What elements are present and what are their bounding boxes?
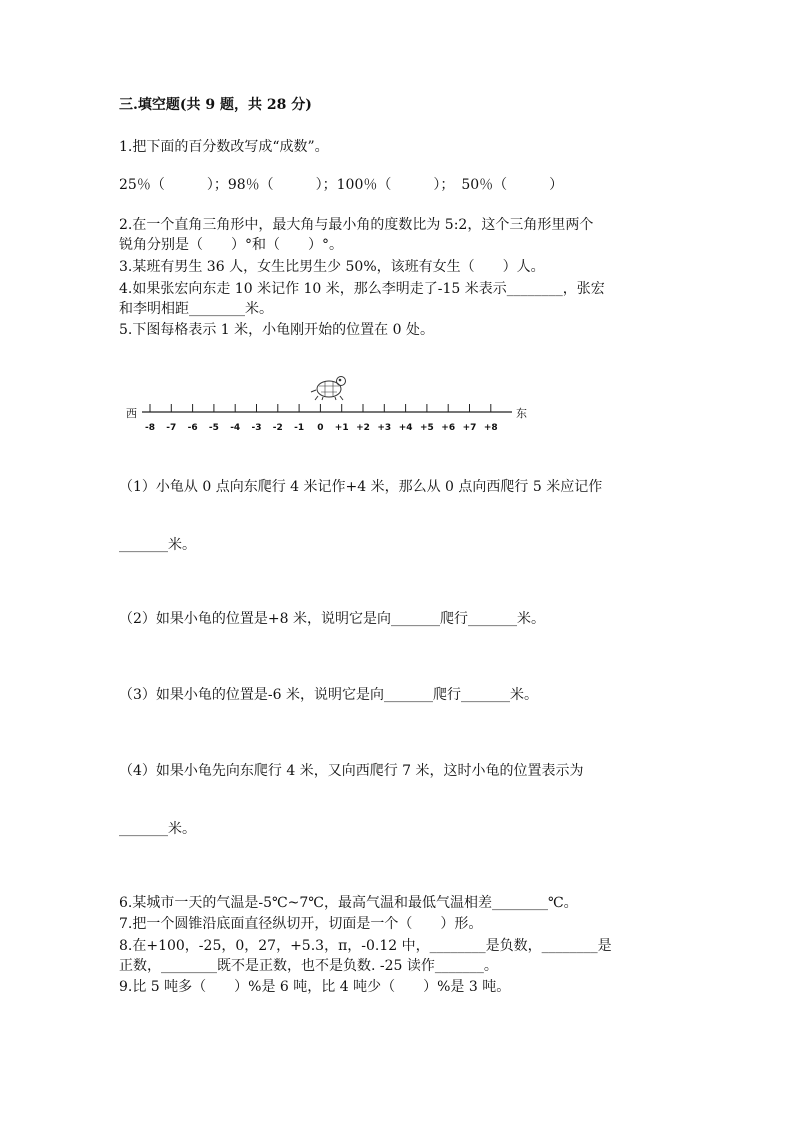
q4-line2: 和李明相距________米。 bbox=[119, 301, 273, 317]
tick-label: -5 bbox=[208, 423, 219, 433]
q2-line1: 2.在一个直角三角形中，最大角与最小角的度数比为 5:2，这个三角形里两个 bbox=[119, 217, 594, 233]
tick-label: -8 bbox=[145, 423, 155, 433]
tick-label: -6 bbox=[187, 423, 198, 433]
tick-label: +8 bbox=[483, 423, 498, 433]
q8-line1: 8.在+100，-25，0，27，+5.3，π，-0.12 中，________是负数，________是 bbox=[119, 938, 612, 954]
west-label: 西 bbox=[126, 407, 137, 420]
q3-text: 3.某班有男生 36 人，女生比男生少 50%，该班有女生（ ）人。 bbox=[119, 259, 545, 275]
tick-label: -4 bbox=[230, 423, 241, 433]
q5-sub1-line1: （1）小龟从 0 点向东爬行 4 米记作+4 米，那么从 0 点向西爬行 5 米应记作 bbox=[119, 479, 603, 495]
turtle-icon bbox=[311, 377, 346, 401]
tick-label: +7 bbox=[462, 423, 477, 433]
tick-label: +4 bbox=[398, 423, 413, 433]
section-title: 三.填空题(共 9 题，共 28 分) bbox=[119, 97, 312, 113]
tick-label: +3 bbox=[377, 423, 392, 433]
tick-label: +6 bbox=[441, 423, 456, 433]
tick-label: -7 bbox=[166, 423, 177, 433]
q6-text: 6.某城市一天的气温是-5℃~7℃，最高气温和最低气温相差________℃。 bbox=[119, 895, 578, 911]
tick-label: 0 bbox=[317, 423, 324, 433]
number-line bbox=[120, 368, 540, 438]
q7-text: 7.把一个圆锥沿底面直径纵切开，切面是一个（ ）形。 bbox=[119, 916, 483, 932]
east-label: 东 bbox=[516, 407, 527, 420]
q2-line2: 锐角分别是（ ）°和（ ）°。 bbox=[119, 237, 343, 253]
tick-label: -3 bbox=[251, 423, 262, 433]
q5-prompt: 5.下图每格表示 1 米，小龟刚开始的位置在 0 处。 bbox=[119, 322, 434, 338]
q1-prompt: 1.把下面的百分数改写成“成数”。 bbox=[119, 139, 329, 155]
q9-text: 9.比 5 吨多（ ）%是 6 吨，比 4 吨少（ ）%是 3 吨。 bbox=[119, 979, 511, 995]
q8-line2: 正数，________既不是正数，也不是负数. -25 读作_______。 bbox=[119, 958, 498, 974]
q5-sub1-line2: _______米。 bbox=[119, 537, 196, 553]
q1-items: 25％（ ）；98％（ ）；100％（ ）； 50％（ ） bbox=[119, 177, 564, 193]
q5-sub4-line1: （4）如果小龟先向东爬行 4 米，又向西爬行 7 米，这时小龟的位置表示为 bbox=[119, 763, 584, 779]
tick-label: +2 bbox=[356, 423, 370, 433]
q5-sub2: （2）如果小龟的位置是+8 米，说明它是向_______爬行_______米。 bbox=[119, 611, 545, 627]
tick-label: -2 bbox=[272, 423, 283, 433]
tick-label: +1 bbox=[334, 423, 349, 433]
q5-sub3: （3）如果小龟的位置是-6 米，说明它是向_______爬行_______米。 bbox=[119, 687, 538, 703]
q5-sub4-line2: _______米。 bbox=[119, 821, 196, 837]
tick-label: -1 bbox=[294, 423, 305, 433]
tick-label: +5 bbox=[419, 423, 434, 433]
q4-line1: 4.如果张宏向东走 10 米记作 10 米，那么李明走了-15 米表示________，张宏 bbox=[119, 281, 605, 297]
